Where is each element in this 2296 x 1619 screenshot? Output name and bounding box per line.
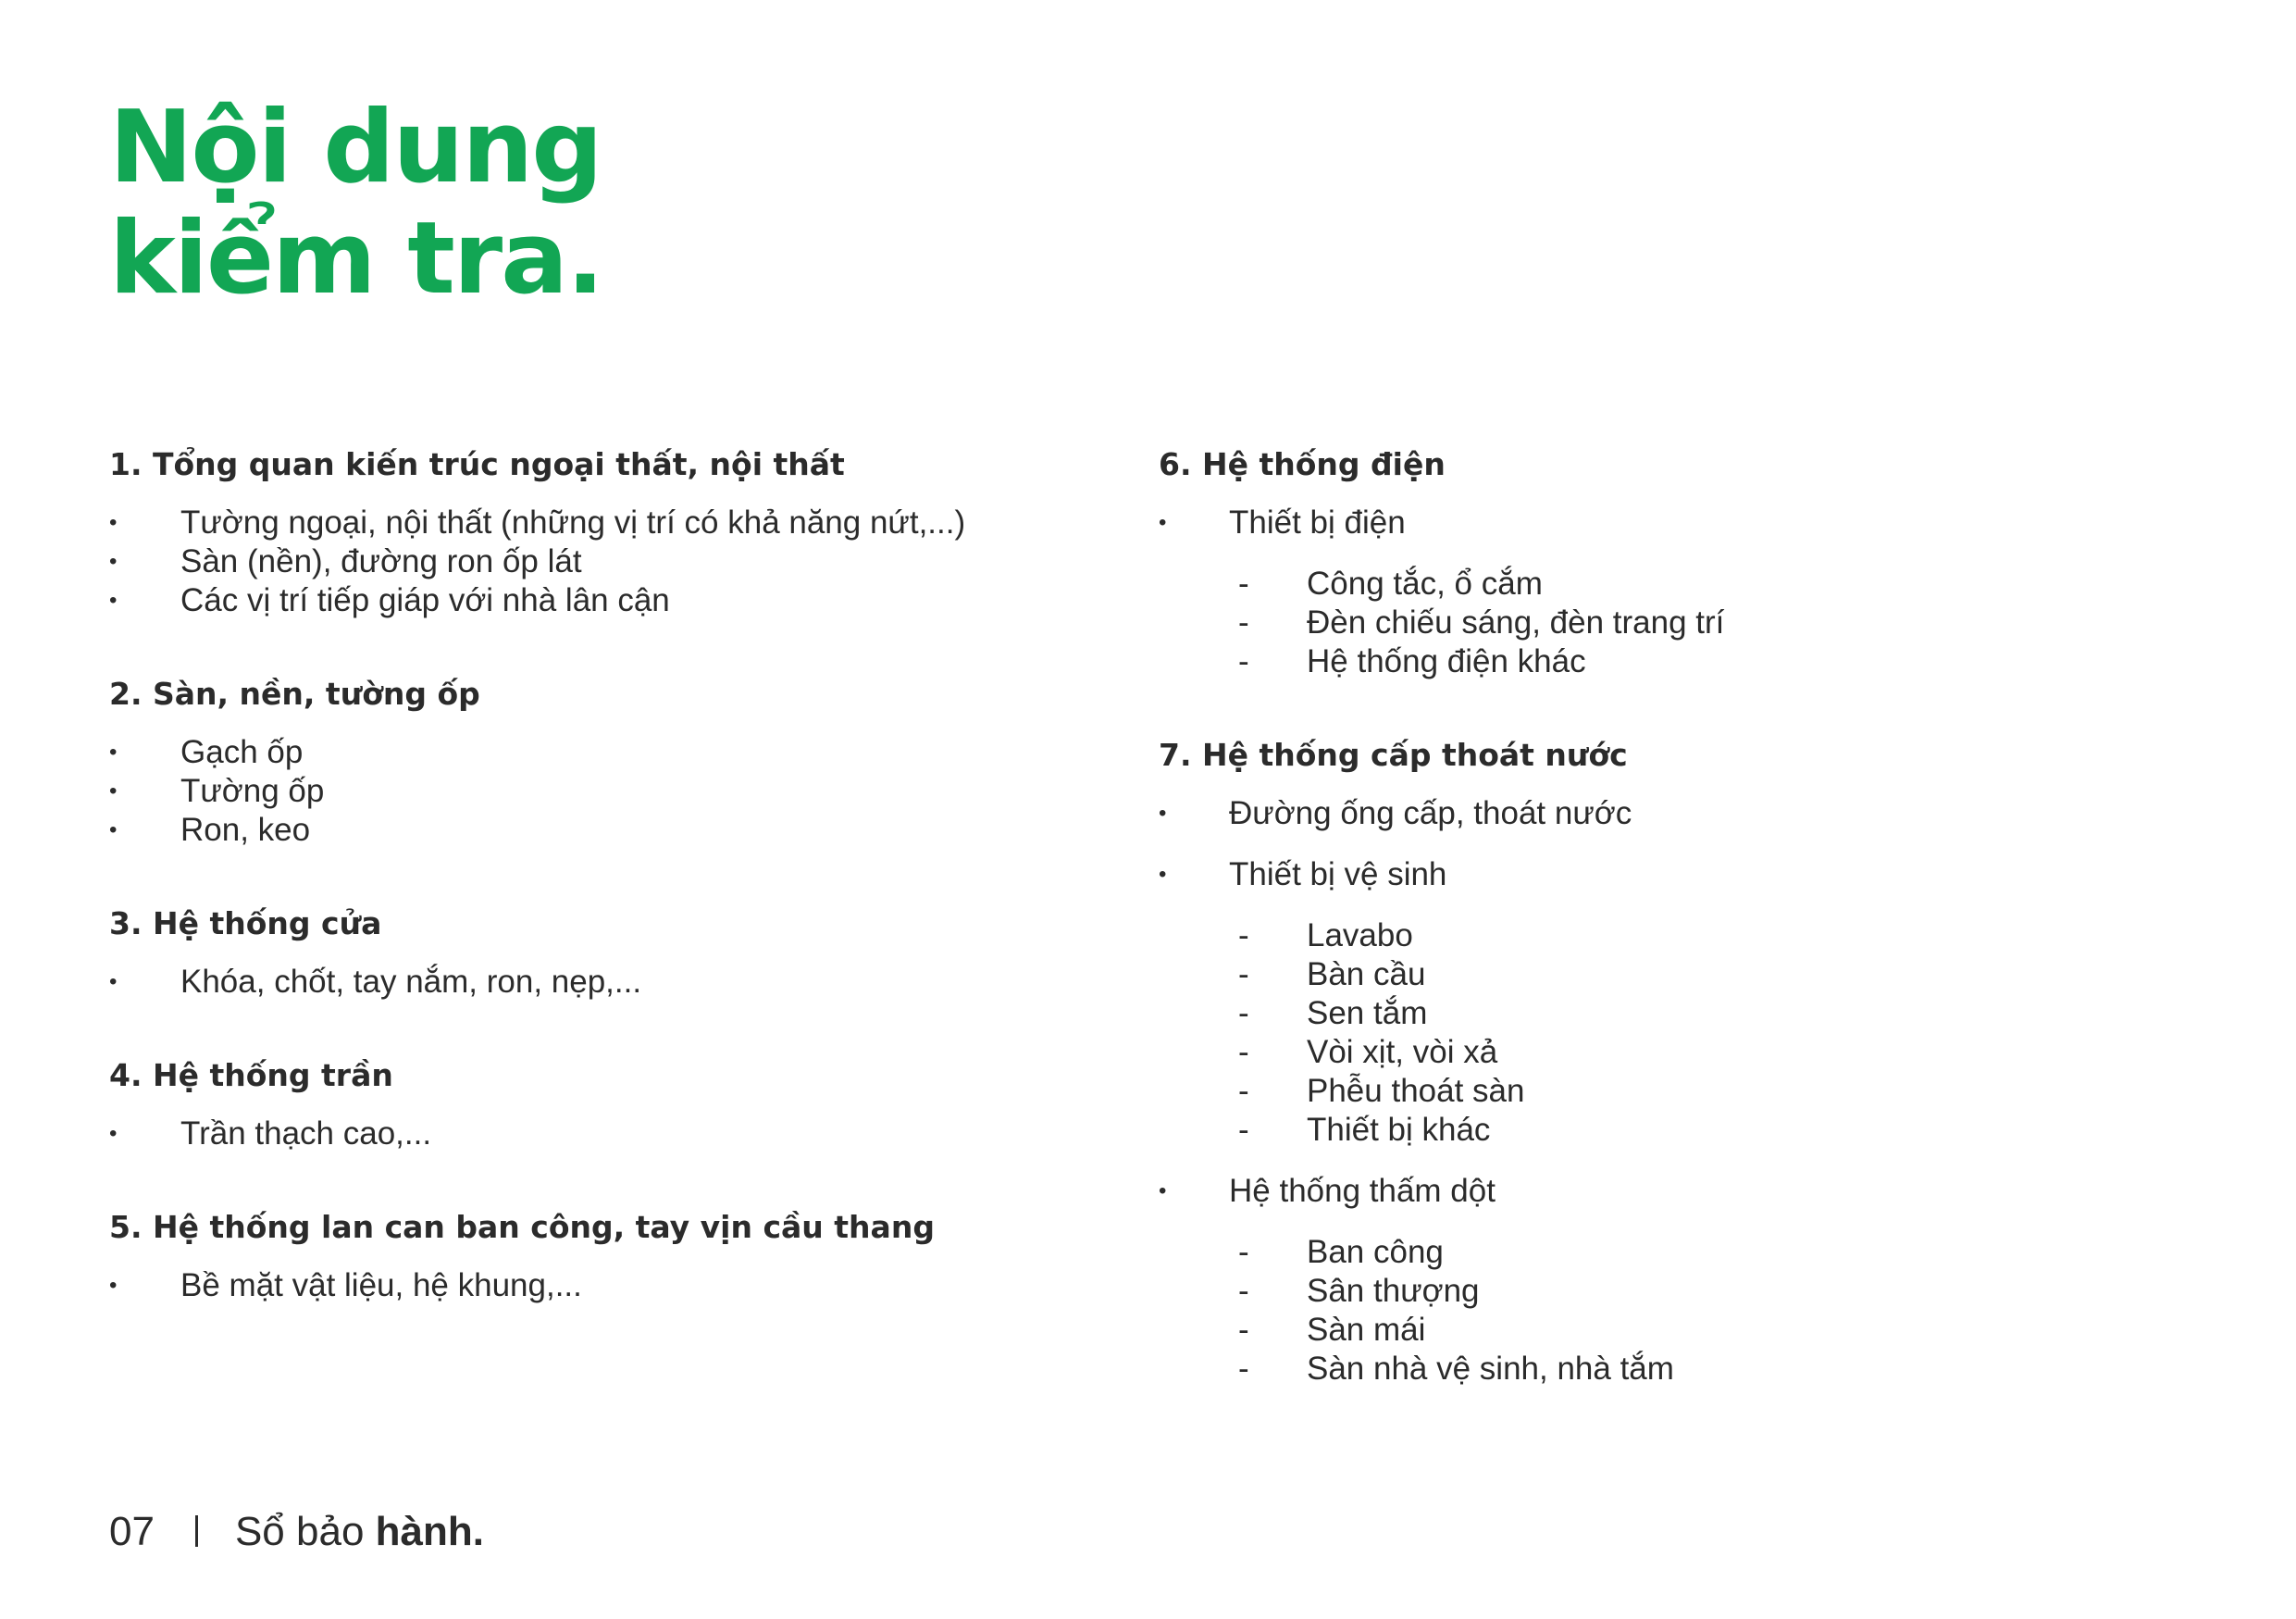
list-item: • Tường ngoại, nội thất (những vị trí có khả năng nứt,...) — [109, 504, 1127, 542]
list-item: • Bề mặt vật liệu, hệ khung,... — [109, 1266, 1127, 1305]
section-floor-wall — [109, 672, 1127, 850]
bullet-list — [109, 504, 1127, 620]
section-heading: 4. Hệ thống trần — [109, 1057, 393, 1093]
list-item: • Trần thạch cao,... — [109, 1115, 1127, 1153]
section-ceiling — [109, 1053, 1127, 1153]
sub-list-item: - Phễu thoát sàn — [1159, 1072, 2223, 1111]
sub-list-item: - Sàn mái — [1159, 1311, 2223, 1350]
list-item: • Thiết bị điện — [1159, 504, 2223, 542]
bullet-list — [109, 963, 1127, 1002]
sub-list-item: - Đèn chiếu sáng, đèn trang trí — [1159, 604, 2223, 642]
list-item: • Đường ống cấp, thoát nước — [1159, 794, 2223, 833]
sub-list-item: - Sen tắm — [1159, 994, 2223, 1033]
section-heading: 1. Tổng quan kiến trúc ngoại thất, nội thất — [109, 446, 845, 482]
dash-list — [1159, 916, 2223, 1150]
right-column — [1159, 442, 2223, 1389]
sub-list-item: - Thiết bị khác — [1159, 1111, 2223, 1150]
bullet-list — [109, 1266, 1127, 1305]
sub-list-item: - Vòi xịt, vòi xả — [1159, 1033, 2223, 1072]
list-item: • Tường ốp — [109, 772, 1127, 811]
bullet-list — [109, 733, 1127, 850]
section-railings — [109, 1205, 1127, 1305]
section-architecture — [109, 442, 1127, 620]
section-heading: 3. Hệ thống cửa — [109, 905, 382, 941]
section-heading: 5. Hệ thống lan can ban công, tay vịn cầu thang — [109, 1209, 935, 1245]
bullet-list — [109, 1115, 1127, 1153]
list-item: • Sàn (nền), đường ron ốp lát — [109, 542, 1127, 581]
sub-list-item: - Bàn cầu — [1159, 955, 2223, 994]
sub-list-item: - Lavabo — [1159, 916, 2223, 955]
list-item: • Gạch ốp — [109, 733, 1127, 772]
list-item: • Ron, keo — [109, 811, 1127, 850]
sub-list-item: - Sàn nhà vệ sinh, nhà tắm — [1159, 1350, 2223, 1389]
book-title-prefix: Sổ bảo — [234, 1509, 365, 1554]
sub-list-item: - Ban công — [1159, 1233, 2223, 1272]
book-title — [235, 1509, 484, 1554]
sub-list-item: - Hệ thống điện khác — [1159, 642, 2223, 681]
book-title-bold: hành. — [375, 1509, 484, 1554]
list-item: • Khóa, chốt, tay nắm, ron, nẹp,... — [109, 963, 1127, 1002]
footer-divider — [195, 1515, 198, 1547]
sub-list-item: - Công tắc, ổ cắm — [1159, 565, 2223, 604]
section-water — [1159, 733, 2223, 1389]
list-item: • Hệ thống thấm dột — [1159, 1172, 2223, 1211]
dash-list — [1159, 565, 2223, 681]
page-title-line-1: Nội dung — [109, 90, 602, 205]
section-heading: 7. Hệ thống cấp thoát nước — [1159, 737, 1628, 773]
section-doors — [109, 902, 1127, 1002]
list-item: • Các vị trí tiếp giáp với nhà lân cận — [109, 581, 1127, 620]
sub-list-item: - Sân thượng — [1159, 1272, 2223, 1311]
section-heading: 2. Sàn, nền, tường ốp — [109, 676, 480, 712]
list-item: • Thiết bị vệ sinh — [1159, 855, 2223, 894]
section-electric — [1159, 442, 2223, 681]
page-title-line-2: kiểm tra. — [109, 201, 603, 317]
dash-list — [1159, 1233, 2223, 1389]
section-heading: 6. Hệ thống điện — [1159, 446, 1446, 482]
page-number: 07 — [109, 1509, 155, 1554]
page-footer — [109, 1509, 484, 1555]
page-title — [109, 90, 603, 317]
left-column — [109, 442, 1127, 1357]
